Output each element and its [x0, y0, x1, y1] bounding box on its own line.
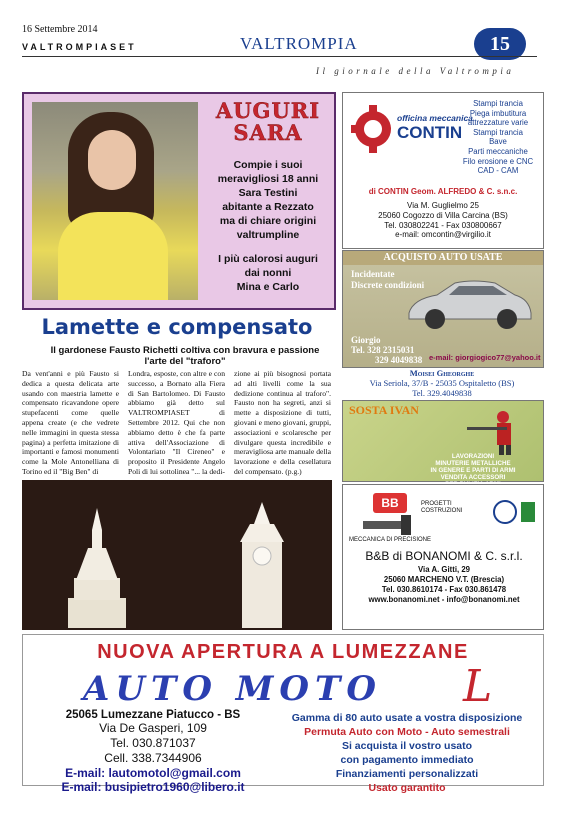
photo-body — [58, 212, 168, 300]
service-item: attrezzature varie — [467, 118, 529, 128]
service-item: Piega imbutitura — [469, 108, 527, 118]
birthday-title-line2: SARA — [233, 120, 303, 145]
bb-company-name: B&B di BONANOMI & C. s.r.l. — [365, 549, 523, 563]
birthday-box — [22, 92, 336, 310]
header-divider — [22, 56, 537, 57]
moisei-tel: Tel. 329.4049838 — [412, 388, 472, 398]
contact-tel: Tel. 328 2315031 — [351, 345, 415, 355]
bonanomi-ad — [342, 484, 544, 630]
automoto-heading: NUOVA APERTURA A LUMEZZANE — [97, 641, 469, 663]
birthday-line: Compie i suoi — [233, 159, 303, 171]
article-column-3: zione ai più bisognosi portata ad alti livelli come la sua dedizione continua al traforo". Fausto non ha segreti, anzi si mette a disposizione di tutti, giovani e meno giovani, gruppi, associazioni e scolaresche per divulgare questa incredibile e meravigliosa arte manuale della lavorazione e della cesellatura del compensato. (p.g.) — [234, 369, 332, 476]
birthday-line: abitante a Rezzato — [222, 201, 314, 213]
car-ad-heading: ACQUISTO AUTO USATE — [343, 251, 543, 265]
sosta-line: LAVORAZIONI — [451, 453, 495, 460]
bb-projects — [421, 501, 462, 515]
bb-project-line: PROGETTI — [421, 501, 452, 507]
birthday-title — [206, 100, 330, 144]
service-item: Filo erosione e CNC — [462, 156, 534, 166]
offer-line: Gamma di 80 auto usate a vostra disposizione — [291, 712, 523, 724]
birthday-line: ma di chiare origini — [219, 215, 317, 227]
service-item: Bave — [489, 137, 507, 147]
automoto-ad — [22, 634, 544, 794]
service-item: Stampi trancia — [473, 127, 523, 137]
sosta-title: SOSTA IVAN — [349, 403, 419, 417]
automoto-email: E-mail: lautomotol@gmail.com — [65, 766, 241, 780]
service-item: CAD - CAM — [477, 166, 519, 176]
section-title: VALTROMPIA — [240, 34, 358, 53]
automoto-cell: Cell. 338.7344906 — [104, 751, 202, 765]
big-ben-model — [222, 502, 302, 628]
car-ad-contact — [351, 335, 422, 365]
car-ad-line: Incidentate — [351, 269, 395, 279]
bb-logo: BB — [373, 493, 407, 513]
bb-address — [349, 565, 539, 605]
address-line: e-mail: omcontin@virgilio.it — [395, 230, 491, 240]
fretwork-photos — [22, 480, 332, 630]
address-line: 25060 Cogozzo di Villa Carcina (BS) — [378, 210, 508, 220]
contin-ad — [342, 92, 544, 249]
page-number: 15 — [474, 28, 526, 60]
article-subtitle — [40, 345, 330, 367]
moisei-contact — [342, 368, 542, 398]
girl-photo — [32, 102, 198, 300]
birthday-line: Sara Testini — [238, 187, 298, 199]
automoto-address-line2: Via De Gasperi, 109 — [99, 721, 207, 735]
article-subtitle-line2: l'arte del "traforo" — [144, 356, 226, 367]
birthday-line: valtrumpline — [236, 229, 300, 241]
address-line: Tel. 030802241 - Fax 030800667 — [384, 220, 502, 230]
contact-name: Giorgio — [351, 335, 381, 345]
offer-line: Usato garantito — [368, 782, 446, 794]
car-ad-line: Discrete condizioni — [351, 280, 425, 290]
offer-line: Finanziamenti personalizzati — [335, 768, 479, 780]
moisei-name: Moisei Gheorghe — [409, 368, 475, 378]
automoto-email: E-mail: busipietro1960@libero.it — [61, 780, 245, 794]
mole-antonelliana-model — [62, 508, 132, 628]
automoto-address-line1: 25065 Lumezzane Piatucco - BS — [65, 709, 241, 721]
contin-services — [455, 99, 541, 176]
bb-address-line: Tel. 030.8610174 - Fax 030.861478 — [381, 585, 507, 594]
caliper-icon — [363, 515, 415, 535]
sosta-line: MINUTERIE METALLICHE — [435, 460, 511, 467]
contin-name-big: CONTIN — [397, 123, 463, 142]
birthday-line: meravigliosi 18 anni — [217, 173, 319, 185]
birthday-line: Mina e Carlo — [236, 281, 300, 293]
birthday-line: I più calorosi auguri — [218, 253, 318, 265]
photo-face — [88, 130, 136, 190]
address-line: Via M. Guglielmo 25 — [407, 201, 479, 210]
issue-date: 16 Settembre 2014 — [22, 24, 98, 35]
sosta-line: IN GENERE E PARTI DI ARMI — [430, 467, 516, 474]
bb-address-line: www.bonanomi.net - info@bonanomi.net — [368, 595, 520, 604]
car-buying-ad — [342, 250, 544, 368]
birthday-message — [206, 158, 330, 294]
contin-address — [347, 201, 539, 240]
certification-icon — [493, 497, 537, 527]
automoto-offers — [277, 711, 537, 795]
birthday-title-line1: AUGURI — [215, 98, 321, 123]
service-item: Parti meccaniche — [468, 146, 528, 156]
sosta-line: VENDITA ACCESSORI — [440, 474, 506, 481]
contin-name-small: officina meccanica — [397, 113, 473, 123]
birthday-spacer — [206, 242, 330, 252]
sosta-services — [405, 453, 541, 488]
article-column-1: Da vent'anni e più Fausto si dedica a questa delicata arte usando con maestria lamette e compensato ricavandone opere stupefacenti come quelle appena create (e che vedrete nelle immagini in questa stessa pagina) a perfetta imitazione di importanti e famosi monumenti come la Mole Antonelliana di Torino ed il "Big Ben" di — [22, 369, 119, 476]
gear-icon — [351, 103, 399, 155]
bb-project-line: COSTRUZIONI — [421, 508, 463, 514]
offer-line: Si acquista il vostro usato — [341, 740, 473, 752]
bb-address-line: 25060 MARCHENO V.T. (Brescia) — [383, 575, 505, 584]
contin-company: di CONTIN Geom. ALFREDO & C. s.n.c. — [368, 187, 518, 196]
automoto-logo-letter: L — [463, 661, 493, 712]
offer-line: Permuta Auto con Moto - Auto semestrali — [304, 726, 510, 738]
service-item: Stampi trancia — [473, 99, 523, 108]
automoto-contacts — [33, 709, 273, 794]
offer-line: con pagamento immediato — [340, 754, 474, 766]
bb-tagline: MECCANICA DI PRECISIONE — [349, 537, 432, 543]
sosta-ivan-ad — [342, 400, 544, 482]
car-icon — [403, 273, 535, 333]
masthead-subtitle: Il giornale della Valtrompia — [316, 66, 515, 76]
hunter-icon — [463, 407, 537, 455]
bb-address-line: Via A. Gitti, 29 — [418, 565, 470, 574]
article-subtitle-line1: Il gardonese Fausto Richetti coltiva con bravura e passione — [50, 345, 320, 356]
birthday-line: dai nonni — [244, 267, 292, 279]
automoto-logo: AUTO MOTO — [83, 669, 382, 709]
article-title: Lamette e compensato — [41, 315, 313, 339]
contact-email: e-mail: giorgiogico77@yahoo.it — [429, 353, 541, 362]
publication-brand: VALTROMPIASET — [22, 42, 137, 52]
article-column-2: Londra, esposte, con altre e con successo, a Bornato alla Fiera di San Bartolomeo. Di Fausto abbiamo già detto sul VALTROMPIASET di Settembre 2012. Qui che non abbiamo detto è che fa parte attiva dell'Associazione di Volontariato "Il Cireneo" e proposito il Presidente Angelo Poli di lui sottolinea "... la dedi- — [128, 369, 225, 476]
contact-tel: 329 4049838 — [375, 355, 423, 365]
moisei-address: Via Seriola, 37/B - 25035 Ospitaletto (BS) — [369, 378, 515, 388]
automoto-tel: Tel. 030.871037 — [110, 736, 196, 750]
